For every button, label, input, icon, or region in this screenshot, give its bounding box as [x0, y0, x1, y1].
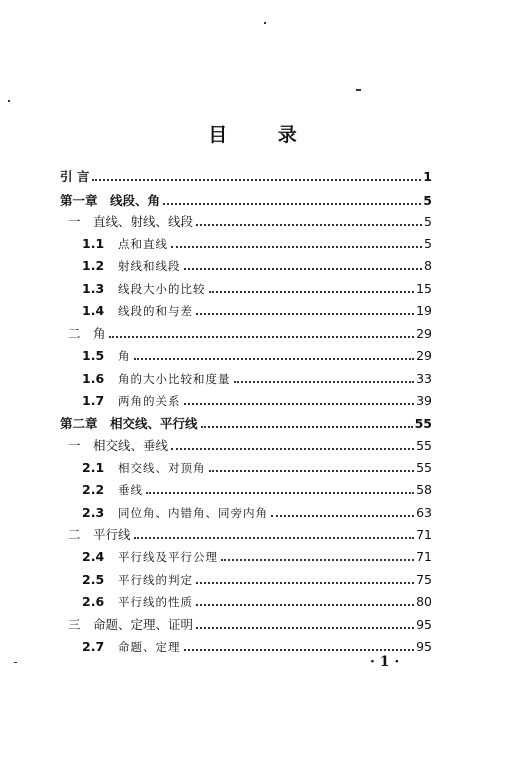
dot-leader: [109, 335, 415, 338]
dot-leader: [221, 558, 414, 561]
dot-leader: [163, 202, 421, 205]
toc-entry: [60, 523, 432, 543]
dot-leader: [134, 536, 415, 539]
toc-entry: [60, 232, 432, 252]
toc-entry: [60, 478, 432, 498]
toc-entry-label: 角的大小比较和度量: [118, 372, 231, 386]
toc-entry-page: 55: [414, 416, 432, 431]
scan-speck: [14, 662, 17, 663]
toc-entry-page: 19: [416, 303, 432, 318]
dot-leader: [184, 402, 415, 405]
toc-entry: [60, 613, 432, 633]
toc-entry-label: 平行线及平行公理: [118, 550, 218, 564]
toc-entry-label: 同位角、内错角、同旁内角: [118, 506, 268, 520]
toc-entry-page: 71: [416, 549, 432, 564]
toc-entry-label: 一 直线、射线、线段: [68, 214, 194, 229]
toc-entry: [60, 254, 432, 274]
toc-entry-page: 29: [416, 326, 432, 341]
toc-entry-number: 1.5: [82, 348, 105, 363]
toc-entry: [60, 545, 432, 565]
toc-entry-page: 75: [416, 572, 432, 587]
toc-entry-page: 71: [416, 527, 432, 542]
toc-entry-label: 相交线、对顶角: [118, 461, 206, 475]
toc-entry-label: 一 相交线、垂线: [68, 438, 169, 453]
dot-leader: [209, 290, 415, 293]
scan-speck: [8, 100, 10, 102]
toc-entry-label: 第二章 相交线、平行线: [60, 416, 198, 431]
toc-entry-number: 2.2: [82, 482, 105, 497]
toc-entry: [60, 367, 432, 387]
dot-leader: [234, 380, 415, 383]
scan-speck: [356, 89, 361, 91]
toc-entry: [60, 165, 432, 185]
toc-entry: [60, 322, 432, 342]
page-title: 目 录: [208, 124, 319, 146]
toc-entry-page: 29: [416, 348, 432, 363]
dot-leader: [184, 648, 415, 651]
toc-entry: [60, 344, 432, 364]
toc-entry-number: 1.3: [82, 281, 105, 296]
toc-entry: [60, 189, 432, 209]
toc-entry-number: 2.7: [82, 639, 105, 654]
toc-entry-page: 5: [423, 193, 432, 208]
toc-entry-number: 1.1: [82, 236, 105, 251]
dot-leader: [196, 626, 414, 629]
dot-leader: [171, 245, 422, 248]
toc-entry-page: 5: [424, 214, 432, 229]
toc-entry-label: 两角的关系: [118, 394, 181, 408]
toc-entry-page: 95: [416, 639, 432, 654]
toc-entry-number: 1.6: [82, 371, 105, 386]
toc-entry-label: 第一章 线段、角: [60, 193, 161, 208]
toc-entry: [60, 501, 432, 521]
toc-entry-number: 2.6: [82, 594, 105, 609]
dot-leader: [271, 514, 414, 517]
toc-entry-label: 三 命题、定理、证明: [68, 617, 194, 632]
toc-entry-page: 1: [423, 169, 432, 184]
toc-entry-page: 8: [424, 258, 432, 273]
toc-entry-number: 2.1: [82, 460, 105, 475]
toc-entry-page: 58: [416, 482, 432, 497]
toc-entry-number: 1.7: [82, 393, 105, 408]
toc-entry-number: 2.5: [82, 572, 105, 587]
dot-leader: [196, 603, 414, 606]
toc-entry: [60, 568, 432, 588]
toc-entry: [60, 456, 432, 476]
toc-entry-label: 引 言: [60, 169, 90, 184]
dot-leader: [171, 447, 414, 450]
toc-entry: [60, 434, 432, 454]
toc-entry-page: 95: [416, 617, 432, 632]
toc-entry: [60, 412, 432, 432]
toc-entry-label: 平行线的性质: [118, 595, 193, 609]
toc-entry-number: 1.2: [82, 258, 105, 273]
toc-entry-page: 15: [416, 281, 432, 296]
toc-entry-label: 平行线的判定: [118, 573, 193, 587]
toc-entry: [60, 277, 432, 297]
toc-entry-label: 射线和线段: [118, 259, 181, 273]
dot-leader: [92, 178, 421, 181]
toc-entry: [60, 210, 432, 230]
dot-leader: [146, 491, 414, 494]
toc-entry-page: 55: [416, 438, 432, 453]
toc-entry-page: 33: [416, 371, 432, 386]
toc-entry-page: 5: [424, 236, 432, 251]
dot-leader: [196, 312, 414, 315]
toc-entry-label: 命题、定理: [118, 640, 181, 654]
toc-entry-number: 2.3: [82, 505, 105, 520]
dot-leader: [184, 267, 423, 270]
toc-entry-label: 垂线: [118, 483, 143, 497]
toc-entry-number: 1.4: [82, 303, 105, 318]
toc-entry: [60, 590, 432, 610]
toc-entry-label: 线段大小的比较: [118, 282, 206, 296]
dot-leader: [201, 425, 413, 428]
dot-leader: [196, 581, 414, 584]
toc-entry: [60, 299, 432, 319]
dot-leader: [196, 223, 422, 226]
page-number: · 1 ·: [370, 654, 400, 670]
dot-leader: [209, 469, 415, 472]
dot-leader: [134, 357, 415, 360]
toc-entry-page: 55: [416, 460, 432, 475]
toc-entry-label: 点和直线: [118, 237, 168, 251]
toc-entry-label: 二 平行线: [68, 527, 131, 542]
toc-entry-label: 线段的和与差: [118, 304, 193, 318]
toc-entry-label: 二 角: [68, 326, 106, 341]
toc-entry: [60, 389, 432, 409]
toc-entry-page: 63: [416, 505, 432, 520]
toc-entry-page: 80: [416, 594, 432, 609]
toc-entry-number: 2.4: [82, 549, 105, 564]
toc-entry-label: 角: [118, 349, 131, 363]
toc-entry-page: 39: [416, 393, 432, 408]
toc-entry: [60, 635, 432, 655]
scan-speck: [264, 22, 266, 24]
